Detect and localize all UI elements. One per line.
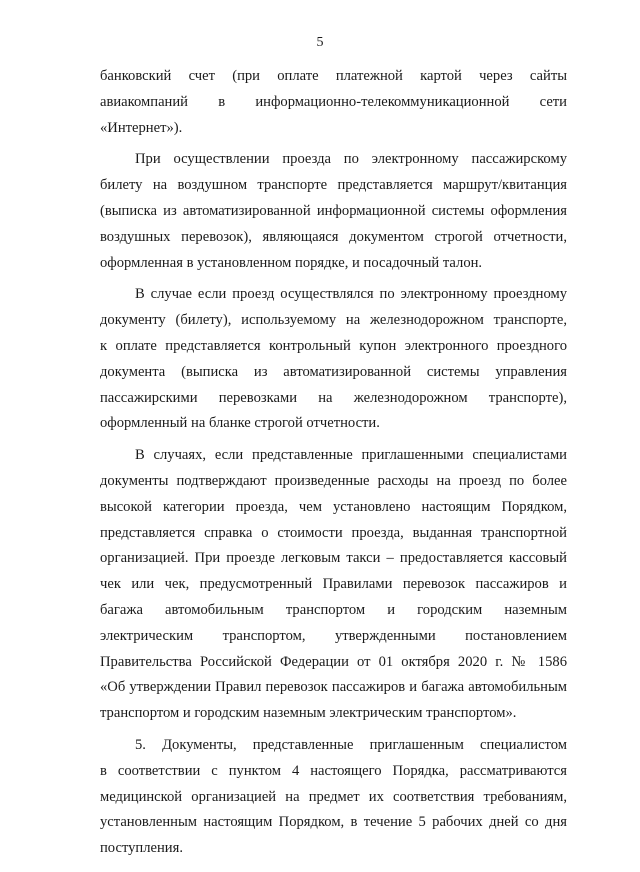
- text-line: высокой категории проезда, чем установлено настоящим Порядком,: [100, 498, 567, 515]
- text-line: В случаях, если представленные приглашенными специалистами: [135, 447, 567, 464]
- text-line: в соответствии с пунктом 4 настоящего Порядка, рассматриваются: [100, 762, 567, 779]
- text-line: 5. Документы, представленные приглашенным специалистом: [135, 736, 567, 753]
- paragraph: [100, 282, 567, 437]
- text-line: «Интернет»).: [100, 119, 183, 136]
- document-body: [100, 64, 567, 862]
- text-line: к оплате представляется контрольный купон электронного проездного: [100, 337, 567, 354]
- text-line: багажа автомобильным транспортом и городским наземным: [100, 601, 567, 618]
- text-line: (выписка из автоматизированной информационной системы оформления: [100, 202, 567, 219]
- text-line: транспортом и городским наземным электрическим транспортом».: [100, 705, 517, 722]
- text-line: оформленная в установленном порядке, и посадочный талон.: [100, 254, 483, 271]
- text-line: документа (выписка из автоматизированной системы управления: [100, 363, 567, 380]
- text-line: билету на воздушном транспорте представляется маршрут/квитанция: [100, 177, 567, 194]
- text-line: установленным настоящим Порядком, в течение 5 рабочих дней со дня: [100, 814, 567, 831]
- text-line: «Об утверждении Правил перевозок пассажиров и багажа автомобильным: [100, 679, 567, 696]
- text-line: представляется справка о стоимости проезда, выданная транспортной: [100, 524, 567, 541]
- text-line: банковский счет (при оплате платежной картой через сайты: [100, 68, 567, 84]
- text-line: поступления.: [100, 840, 183, 857]
- paragraph: [100, 64, 567, 141]
- text-line: Правительства Российской Федерации от 01 октября 2020 г. № 1586: [100, 653, 567, 670]
- text-line: В случае если проезд осуществлялся по электронному проездному: [135, 286, 567, 303]
- paragraph: [100, 443, 567, 727]
- text-line: авиакомпаний в информационно-телекоммуникационной сети: [100, 93, 567, 110]
- text-line: воздушных перевозок), являющаяся документом строгой отчетности,: [100, 228, 567, 245]
- text-line: пассажирскими перевозками на железнодорожном транспорте),: [100, 389, 567, 406]
- text-line: документы подтверждают произведенные расходы на проезд по более: [100, 472, 567, 489]
- text-line: электрическим транспортом, утвержденными постановлением: [100, 627, 567, 644]
- text-line: оформленный на бланке строгой отчетности.: [100, 415, 380, 432]
- text-line: чек или чек, предусмотренный Правилами перевозок пассажиров и: [100, 576, 567, 593]
- text-line: При осуществлении проезда по электронному пассажирскому: [135, 151, 567, 168]
- text-line: медицинской организацией на предмет их соответствия требованиям,: [100, 788, 567, 805]
- text-line: документу (билету), используемому на железнодорожном транспорте,: [100, 312, 567, 329]
- paragraph: [100, 147, 567, 276]
- paragraph: [100, 733, 567, 862]
- text-line: организацией. При проезде легковым такси – предоставляется кассовый: [100, 550, 567, 567]
- page-number: 5: [316, 35, 324, 50]
